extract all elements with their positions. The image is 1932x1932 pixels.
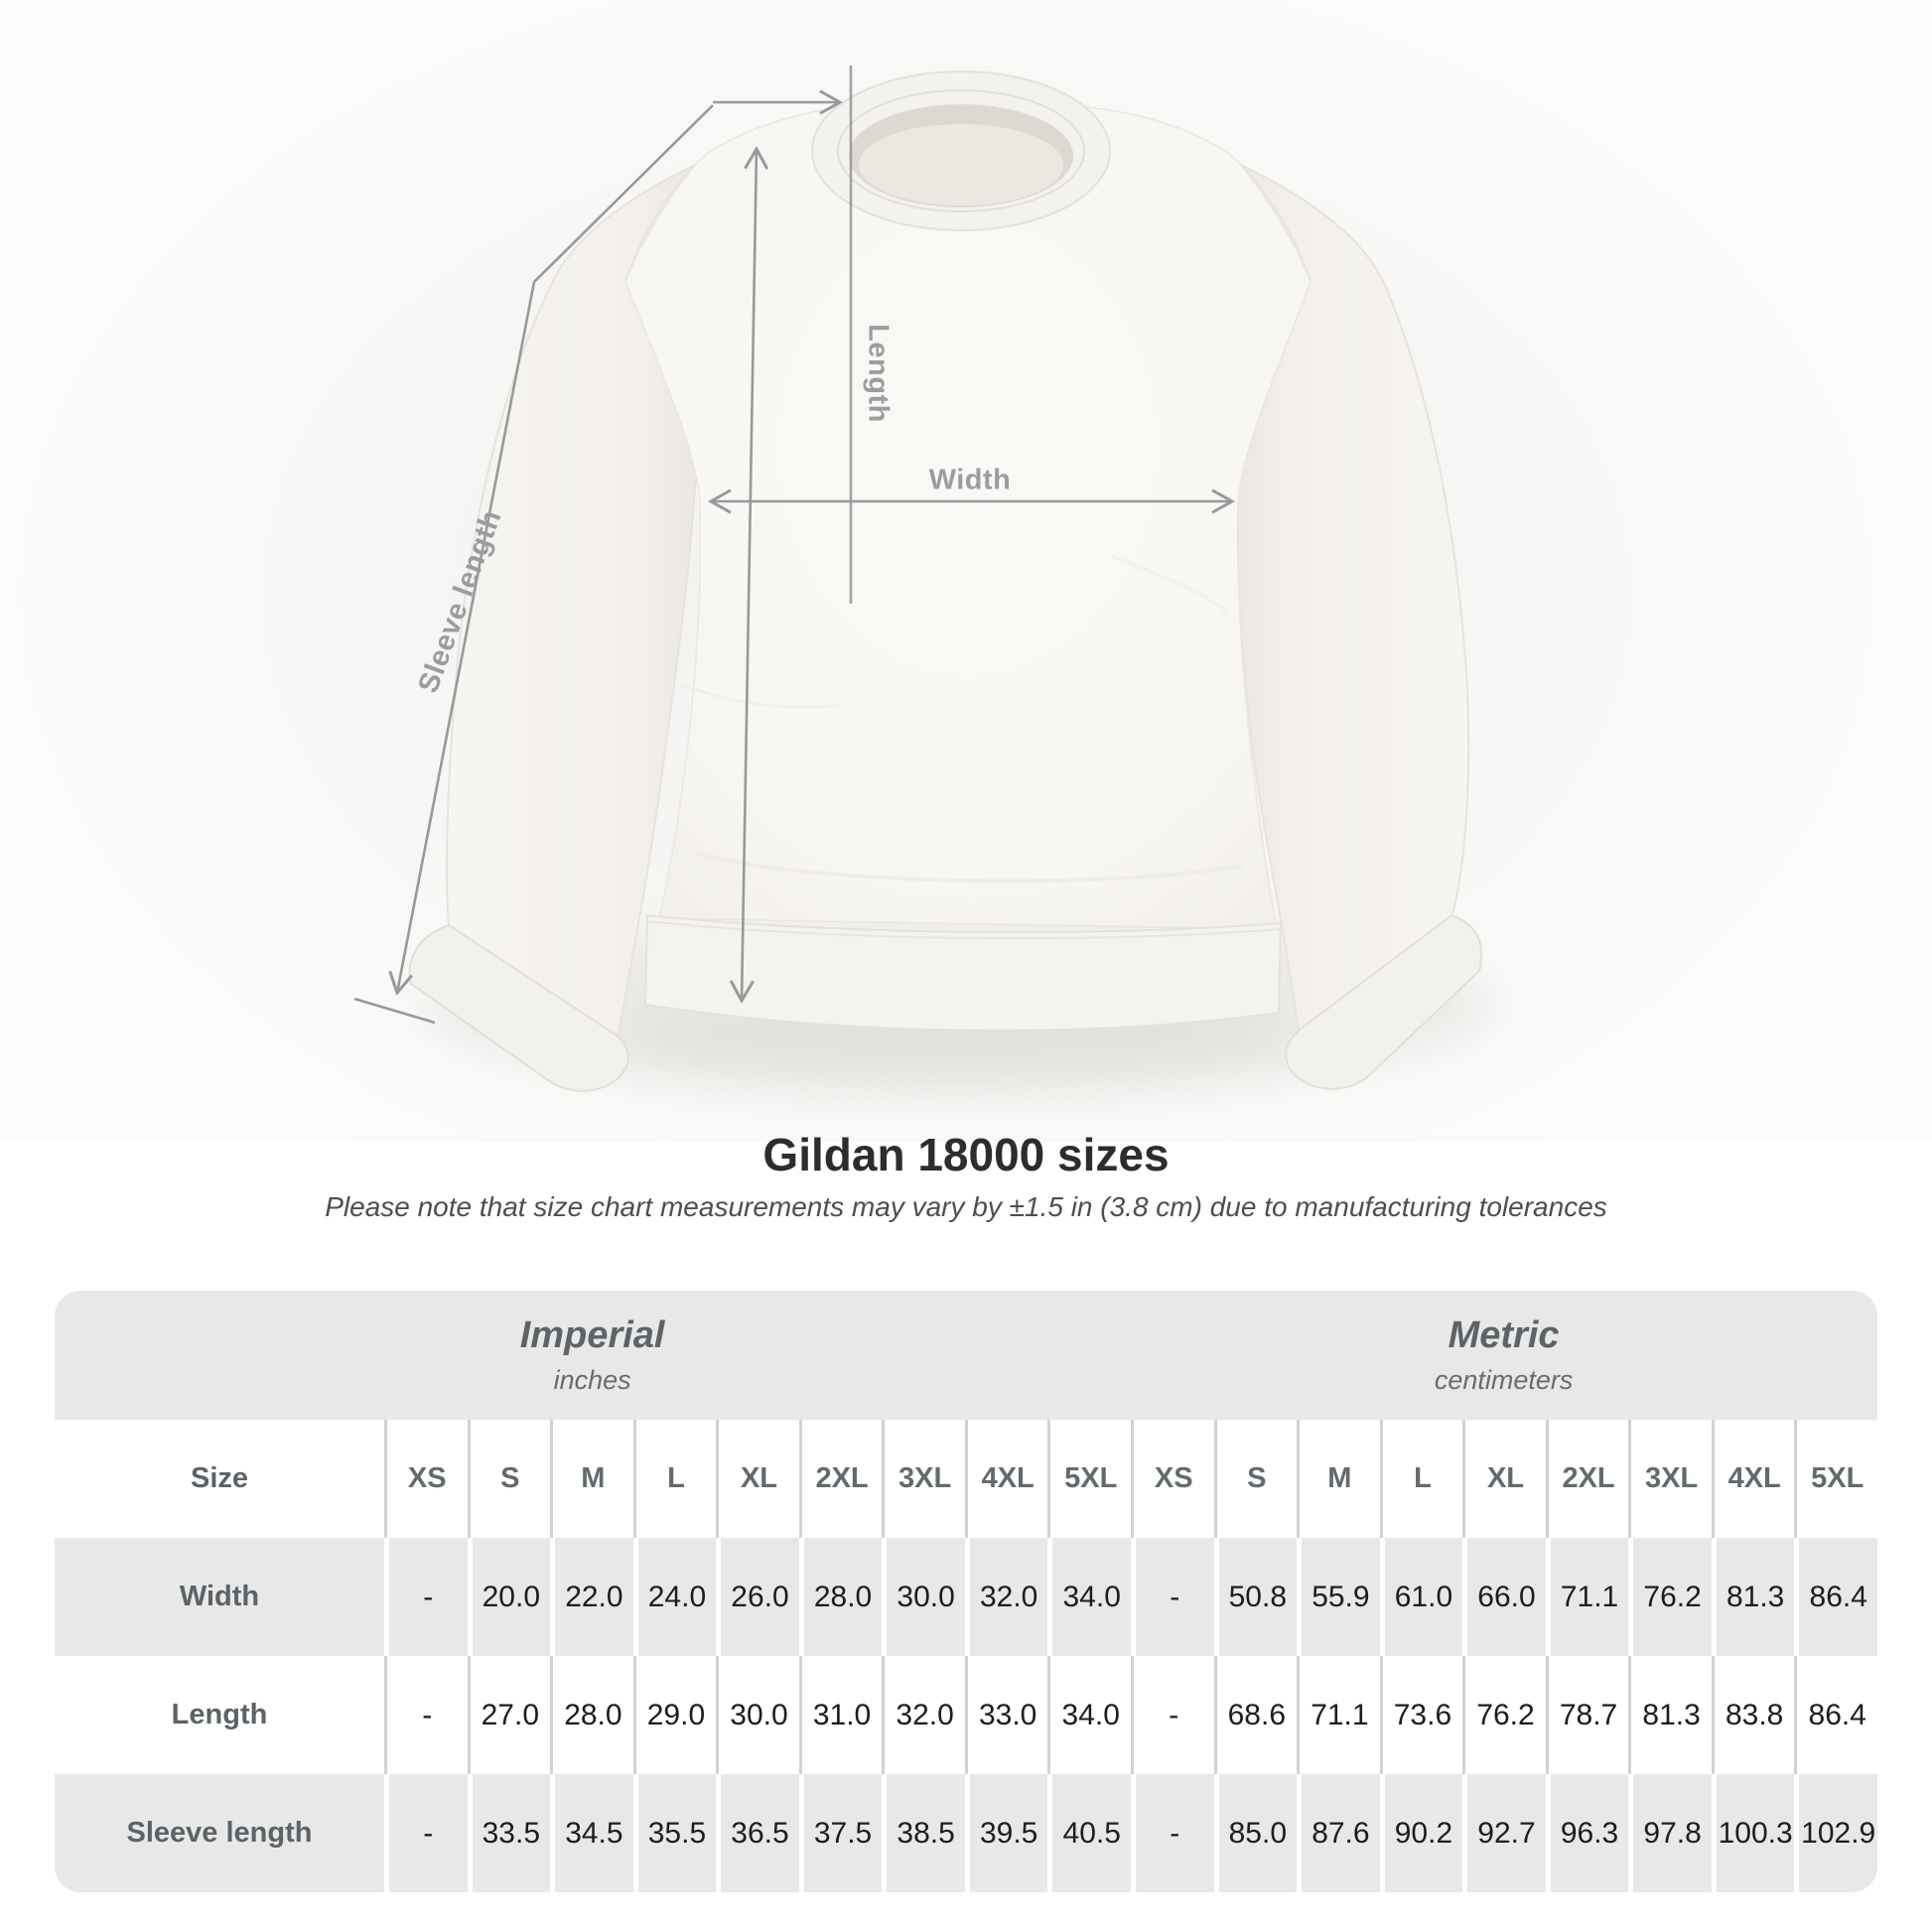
measurement-cell: 33.5 bbox=[468, 1774, 551, 1892]
width-dimension-label: Width bbox=[928, 464, 1012, 496]
measurement-cell: 37.5 bbox=[799, 1774, 883, 1892]
measurement-cell: 55.9 bbox=[1297, 1538, 1380, 1656]
measurement-cell: 39.5 bbox=[965, 1774, 1048, 1892]
hem-band bbox=[645, 915, 1281, 1031]
measurement-cell: 71.1 bbox=[1546, 1538, 1629, 1656]
size-header-cell: 2XL bbox=[799, 1420, 883, 1538]
metric-header-group bbox=[1130, 1291, 1877, 1420]
imperial-header: Imperial bbox=[519, 1314, 665, 1356]
measurement-cell: 32.0 bbox=[882, 1656, 965, 1774]
size-corner-label: Size bbox=[190, 1462, 249, 1494]
size-header-cell: 5XL bbox=[1047, 1420, 1131, 1538]
measurement-row bbox=[55, 1538, 1877, 1656]
measurement-cell: 78.7 bbox=[1546, 1656, 1629, 1774]
imperial-header-group bbox=[55, 1291, 1130, 1420]
size-header-cell: 4XL bbox=[1712, 1420, 1795, 1538]
size-header-cell: 4XL bbox=[965, 1420, 1048, 1538]
measurement-cell: 28.0 bbox=[799, 1538, 883, 1656]
measurement-cell: 22.0 bbox=[550, 1538, 633, 1656]
size-header-cell: L bbox=[1380, 1420, 1463, 1538]
measurement-cell: 28.0 bbox=[550, 1656, 633, 1774]
measurement-cell: - bbox=[384, 1656, 468, 1774]
size-table-rows bbox=[55, 1420, 1877, 1892]
size-header-cell: XS bbox=[1131, 1420, 1214, 1538]
measurement-cell: - bbox=[1131, 1538, 1214, 1656]
size-header-cell: 2XL bbox=[1546, 1420, 1629, 1538]
measurement-cell: 90.2 bbox=[1380, 1774, 1463, 1892]
page-title: Gildan 18000 sizes bbox=[762, 1129, 1170, 1180]
length-dimension-label: Length bbox=[862, 324, 895, 423]
measurement-row-label: Sleeve length bbox=[126, 1817, 313, 1849]
measurement-cell: 96.3 bbox=[1546, 1774, 1629, 1892]
size-header-cell: 5XL bbox=[1794, 1420, 1877, 1538]
tolerance-note: Please note that size chart measurements may vary by ±1.5 in (3.8 cm) due to manufacturing tolerances bbox=[325, 1191, 1607, 1222]
measurement-cell: 34.5 bbox=[550, 1774, 633, 1892]
size-header-cell: XL bbox=[716, 1420, 799, 1538]
measurement-cell: 85.0 bbox=[1214, 1774, 1298, 1892]
measurement-cell: 97.8 bbox=[1628, 1774, 1712, 1892]
measurement-row bbox=[55, 1656, 1877, 1774]
measurement-cell: - bbox=[1131, 1656, 1214, 1774]
measurement-cell: 100.3 bbox=[1712, 1774, 1795, 1892]
measurement-cell: 71.1 bbox=[1297, 1656, 1380, 1774]
collar-back bbox=[859, 124, 1063, 206]
measurement-cell: 20.0 bbox=[468, 1538, 551, 1656]
size-header-cell: M bbox=[550, 1420, 633, 1538]
measurement-cell: 86.4 bbox=[1794, 1538, 1877, 1656]
size-header-cell: 3XL bbox=[1628, 1420, 1712, 1538]
measurement-cell: 27.0 bbox=[468, 1656, 551, 1774]
size-header-cell: L bbox=[633, 1420, 717, 1538]
measurement-cell: 33.0 bbox=[965, 1656, 1048, 1774]
measurement-cell: 81.3 bbox=[1628, 1656, 1712, 1774]
measurement-cell: - bbox=[384, 1774, 468, 1892]
size-header-cell: M bbox=[1297, 1420, 1380, 1538]
measurement-cell: 35.5 bbox=[633, 1774, 717, 1892]
measurement-row bbox=[55, 1774, 1877, 1892]
measurement-cell: 30.0 bbox=[882, 1538, 965, 1656]
measurement-row-label: Width bbox=[179, 1581, 260, 1612]
measurement-cell: 86.4 bbox=[1794, 1656, 1877, 1774]
measurement-cell: 34.0 bbox=[1047, 1656, 1131, 1774]
metric-unit-label: centimeters bbox=[1434, 1365, 1574, 1395]
measurement-cell: 68.6 bbox=[1214, 1656, 1298, 1774]
size-chart-table bbox=[55, 1291, 1877, 1892]
measurement-cell: 24.0 bbox=[633, 1538, 717, 1656]
size-header-row bbox=[55, 1420, 1877, 1538]
measurement-cell: 66.0 bbox=[1462, 1538, 1546, 1656]
measurement-cell: 102.9 bbox=[1794, 1774, 1877, 1892]
measurement-cell: 31.0 bbox=[799, 1656, 883, 1774]
measurement-cell: 50.8 bbox=[1214, 1538, 1298, 1656]
measurement-cell: 36.5 bbox=[716, 1774, 799, 1892]
measurement-cell: 34.0 bbox=[1047, 1538, 1131, 1656]
measurement-cell: 26.0 bbox=[716, 1538, 799, 1656]
measurement-cell: - bbox=[384, 1538, 468, 1656]
size-header-cell: XS bbox=[384, 1420, 468, 1538]
measurement-cell: 73.6 bbox=[1380, 1656, 1463, 1774]
measurement-cell: 76.2 bbox=[1462, 1656, 1546, 1774]
measurement-cell: 81.3 bbox=[1712, 1538, 1795, 1656]
measurement-cell: 32.0 bbox=[965, 1538, 1048, 1656]
measurement-cell: 30.0 bbox=[716, 1656, 799, 1774]
measurement-cell: 87.6 bbox=[1297, 1774, 1380, 1892]
size-header-cell: S bbox=[468, 1420, 551, 1538]
measurement-row-label: Length bbox=[171, 1699, 268, 1730]
measurement-cell: 40.5 bbox=[1047, 1774, 1131, 1892]
measurement-cell: - bbox=[1131, 1774, 1214, 1892]
measurement-cell: 61.0 bbox=[1380, 1538, 1463, 1656]
measurement-cell: 92.7 bbox=[1462, 1774, 1546, 1892]
imperial-unit-label: inches bbox=[553, 1365, 631, 1395]
size-header-cell: S bbox=[1214, 1420, 1298, 1538]
measurement-cell: 83.8 bbox=[1712, 1656, 1795, 1774]
unit-header-band bbox=[55, 1291, 1877, 1420]
size-header-cell: XL bbox=[1462, 1420, 1546, 1538]
measurement-cell: 29.0 bbox=[633, 1656, 717, 1774]
measurement-cell: 38.5 bbox=[882, 1774, 965, 1892]
measurement-cell: 76.2 bbox=[1628, 1538, 1712, 1656]
sleeve-length-dimension-label: Sleeve length bbox=[412, 505, 508, 698]
size-header-cell: 3XL bbox=[882, 1420, 965, 1538]
metric-header: Metric bbox=[1448, 1314, 1560, 1356]
